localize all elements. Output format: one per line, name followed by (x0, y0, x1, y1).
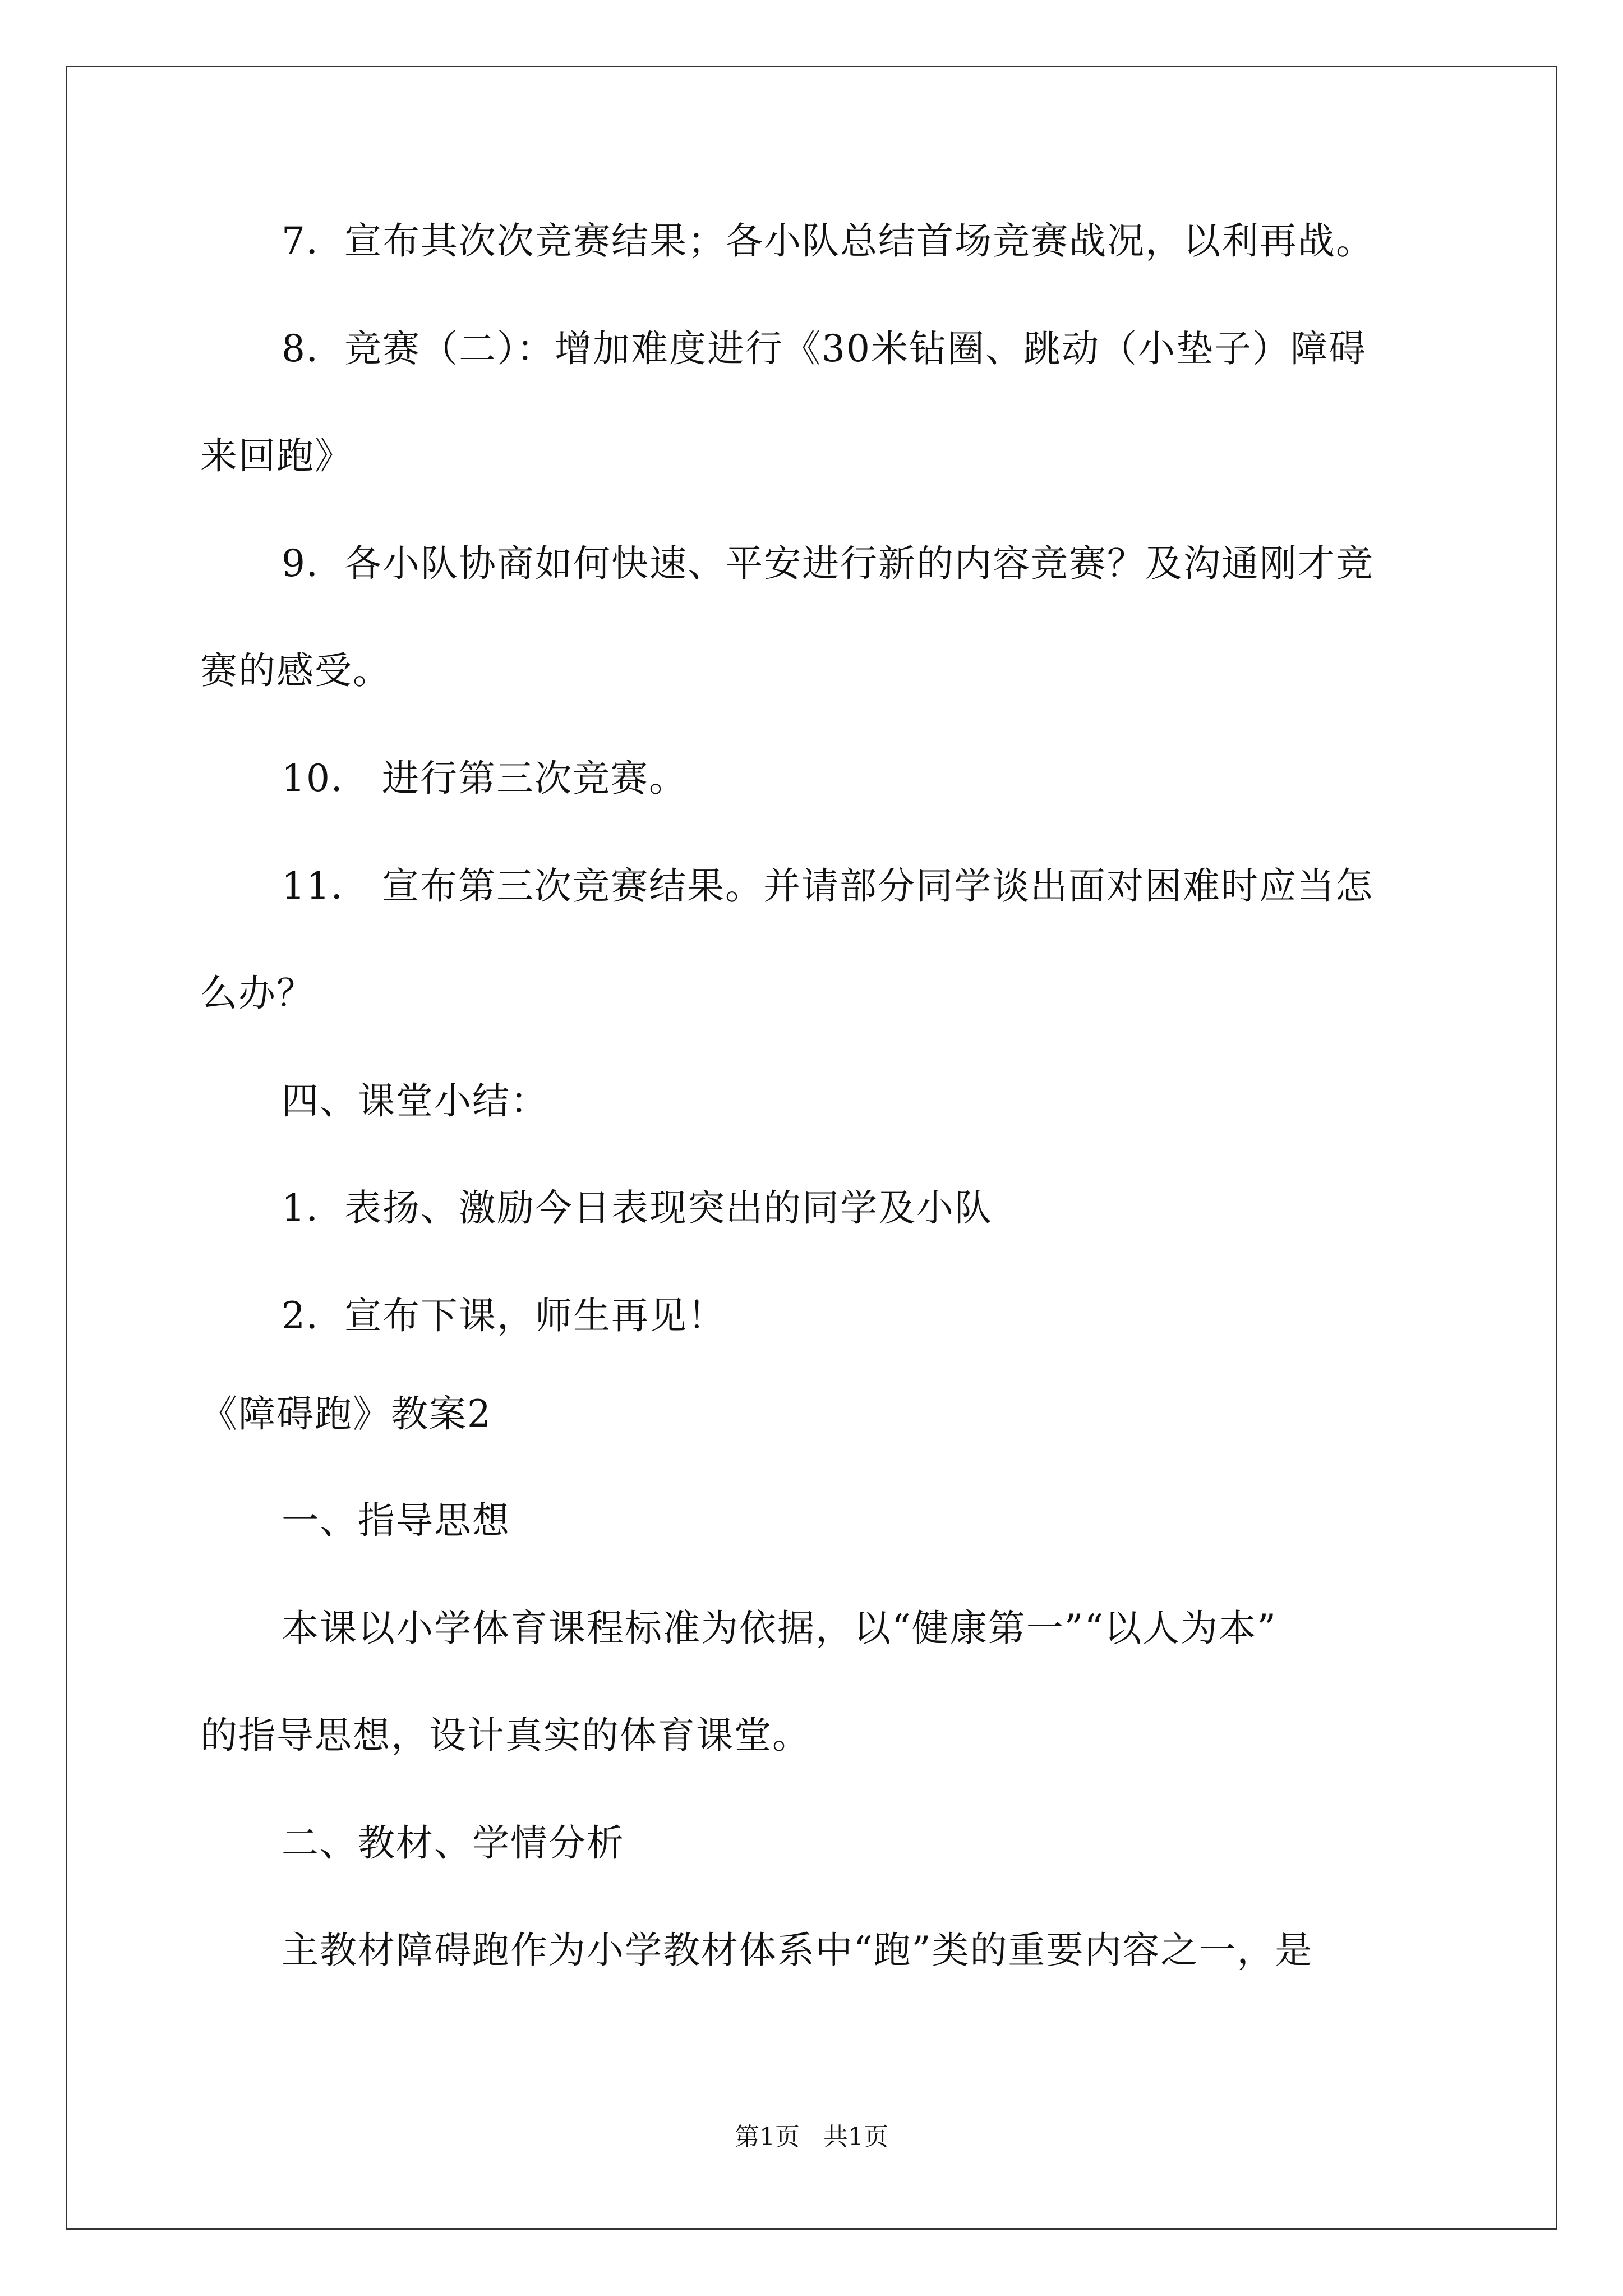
paragraph-line: 10． 进行第三次竞赛。 (282, 757, 687, 800)
paragraph-line: 赛的感受。 (200, 649, 391, 692)
paragraph-line: 9．各小队协商如何快速、平安进行新的内容竞赛？及沟通刚才竞 (282, 542, 1374, 585)
page-number-footer: 第1页 共1页 (735, 2123, 888, 2151)
paragraph-line: 7．宣布其次次竞赛结果；各小队总结首场竞赛战况，以利再战。 (282, 219, 1374, 263)
section-heading: 一、指导思想 (282, 1499, 510, 1542)
paragraph-line: 8．竞赛（二）：增加难度进行《30米钻圈、跳动（小垫子）障碍 (282, 327, 1367, 370)
paragraph-line: 1．表扬、激励今日表现突出的同学及小队 (282, 1186, 993, 1230)
paragraph-line: 本课以小学体育课程标准为依据，以“健康第一”“以人为本” (282, 1607, 1277, 1650)
paragraph-line: 的指导思想，设计真实的体育课堂。 (200, 1714, 810, 1757)
paragraph-line: 2．宣布下课，师生再见！ (282, 1294, 726, 1337)
section-heading: 二、教材、学情分析 (282, 1821, 625, 1865)
paragraph-line: 主教材障碍跑作为小学教材体系中“跑”类的重要内容之一，是 (282, 1929, 1313, 1972)
paragraph-line: 来回跑》 (200, 434, 353, 477)
document-title: 《障碍跑》教案2 (200, 1392, 492, 1435)
section-heading: 四、课堂小结： (282, 1079, 548, 1122)
paragraph-line: 么办？ (200, 972, 315, 1015)
paragraph-line: 11． 宣布第三次竞赛结果。并请部分同学谈出面对困难时应当怎 (282, 864, 1373, 908)
page-border (66, 66, 1557, 2230)
